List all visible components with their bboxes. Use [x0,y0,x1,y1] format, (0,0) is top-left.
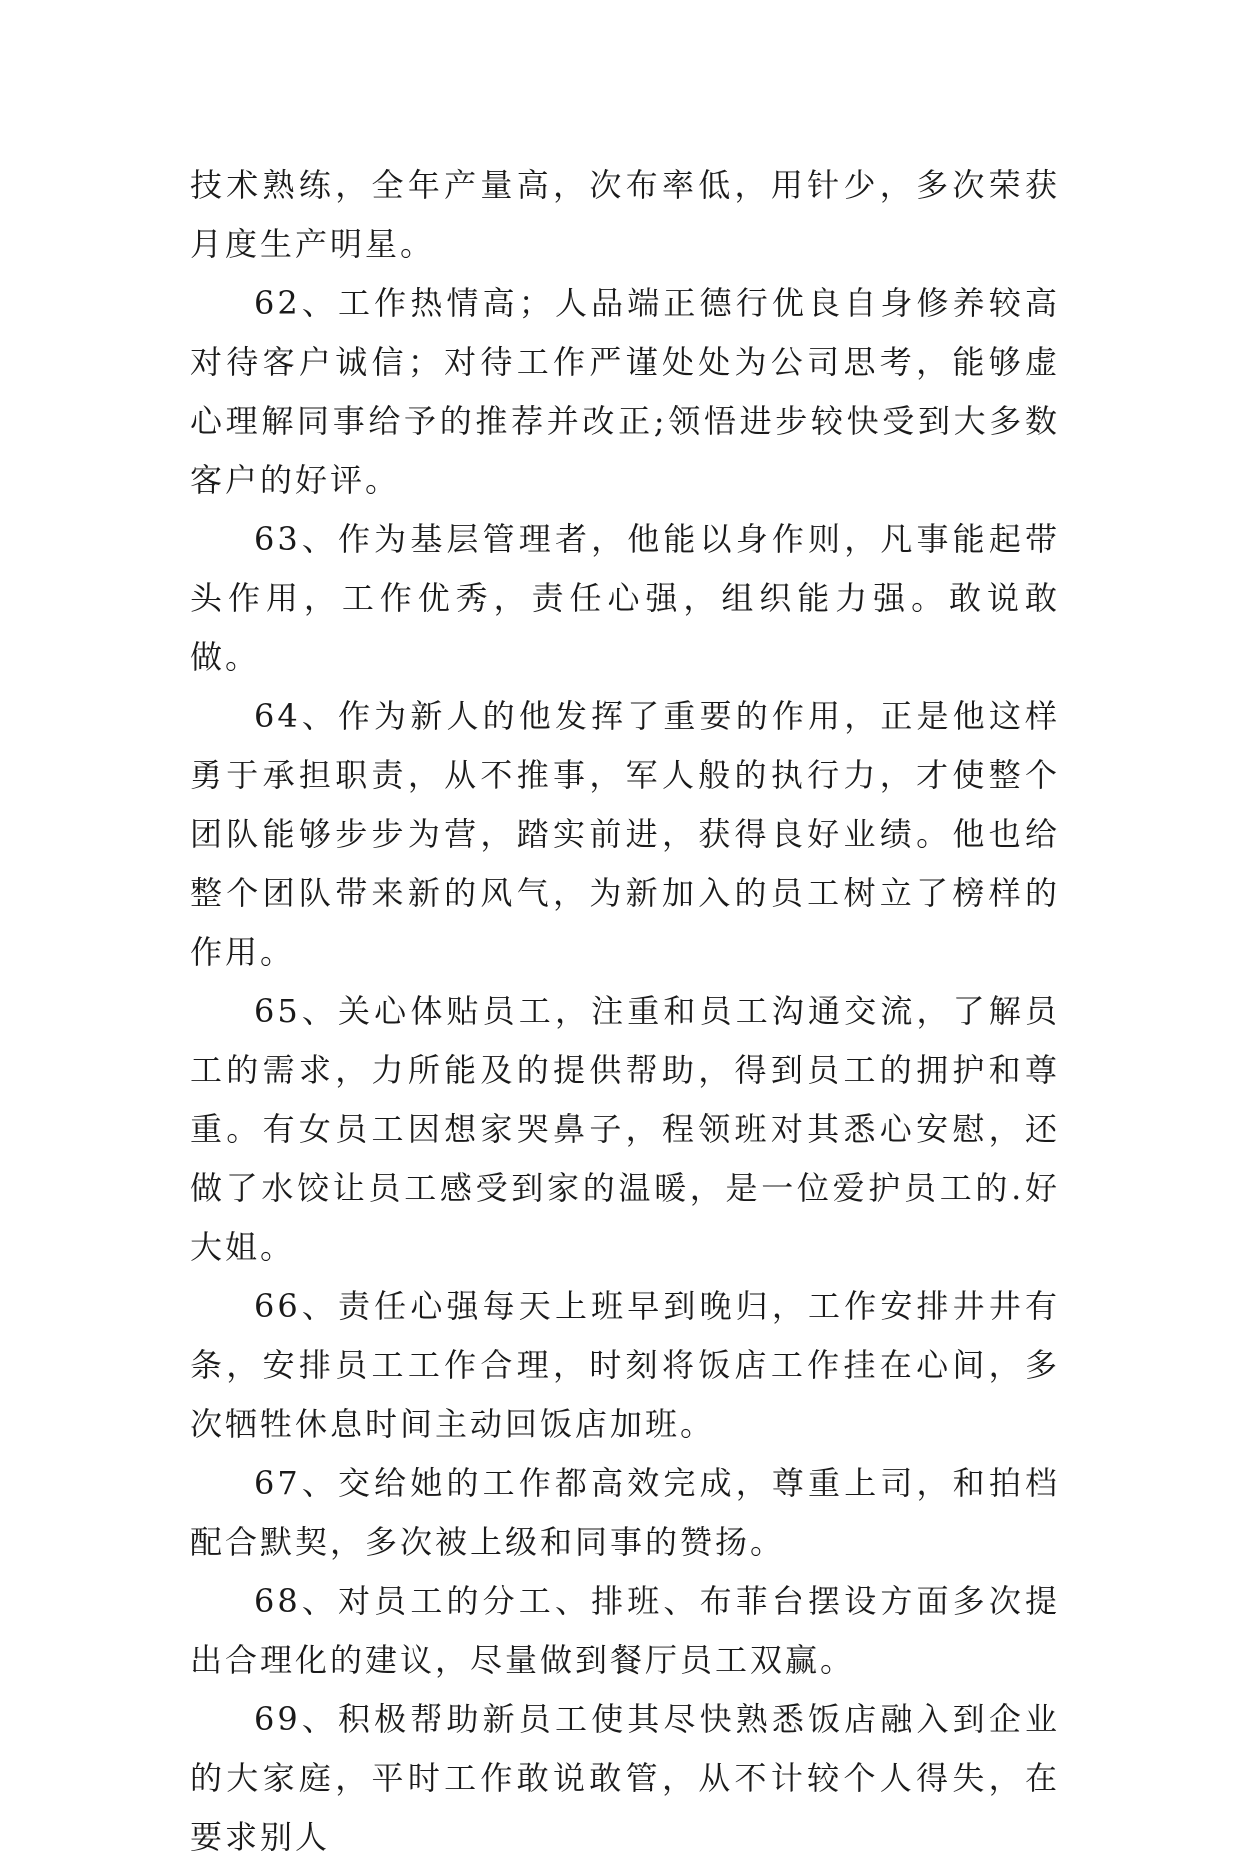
document-body [190,156,1060,1867]
paragraph-continuation: 技术熟练，全年产量高，次布率低，用针少，多次荣获月度生产明星。 [190,166,1060,263]
paragraph-item-65: 65、关心体贴员工，注重和员工沟通交流，了解员工的需求，力所能及的提供帮助，得到员工的拥护和尊重。有女员工因想家哭鼻子，程领班对其悉心安慰，还做了水饺让员工感受到家的温暖，是一位爱护员工的.好大姐。 [190,992,1060,1266]
paragraph-item-67: 67、交给她的工作都高效完成，尊重上司，和拍档配合默契，多次被上级和同事的赞扬。 [190,1464,1060,1561]
paragraph-item-64: 64、作为新人的他发挥了重要的作用，正是他这样勇于承担职责，从不推事，军人般的执行力，才使整个团队能够步步为营，踏实前进，获得良好业绩。他也给整个团队带来新的风气，为新加入的员工树立了榜样的作用。 [190,697,1060,971]
paragraph-item-62: 62、工作热情高；人品端正德行优良自身修养较高对待客户诚信；对待工作严谨处处为公司思考，能够虚心理解同事给予的推荐并改正;领悟进步较快受到大多数客户的好评。 [190,284,1060,499]
paragraph-item-63: 63、作为基层管理者，他能以身作则，凡事能起带头作用，工作优秀，责任心强，组织能力强。敢说敢做。 [190,520,1060,676]
paragraph-item-69: 69、积极帮助新员工使其尽快熟悉饭店融入到企业的大家庭，平时工作敢说敢管，从不计较个人得失，在要求别人 [190,1700,1060,1856]
paragraph-item-66: 66、责任心强每天上班早到晚归，工作安排井井有条，安排员工工作合理，时刻将饭店工作挂在心间，多次牺牲休息时间主动回饭店加班。 [190,1287,1060,1443]
paragraph-item-68: 68、对员工的分工、排班、布菲台摆设方面多次提出合理化的建议，尽量做到餐厅员工双赢。 [190,1582,1060,1679]
